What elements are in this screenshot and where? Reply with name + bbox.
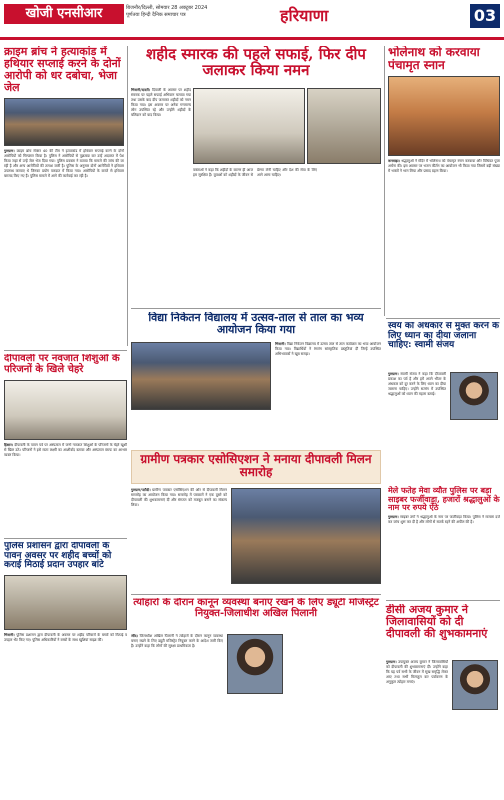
headline-police: पुलिस प्रशासन द्वारा दीपावली के पावन अवसर पर शहीद बच्चों को कराई मिठाई प्रदान उपहार बांटे [4, 542, 112, 571]
headline-diwali-kids: दीपावली पर नवजात शिशुओं के परिजनों के खिले चेहरे [4, 354, 120, 375]
byline-bholenath: कनवाड़ा। [388, 158, 400, 163]
byline-dc: गुरुग्राम। [386, 660, 397, 664]
body-police: पुलिस प्रशासन द्वारा दीपावली के अवसर पर शहीद परिवारों के बच्चों को मिठाई व उपहार भेंट किए गए। पुलिस अधिकारियों ने बच्चों के साथ खुशियां साझा कीं। [4, 633, 127, 643]
headline-bholenath: भोलेनाथ को करवाया पंचामृत स्नान [388, 46, 480, 72]
section-divider [386, 318, 500, 319]
byline-mela: गुरुग्राम। [388, 514, 399, 519]
masthead-date: बिजनौर/दिल्ली, सोमवार 28 अक्टूबर 2024 [126, 5, 208, 11]
body-swayam: स्वामी संजय ने कहा कि दीपावली प्रकाश का पर्व है और हमें अपने भीतर के अंधकार को दूर करने के लिए ध्यान का दीया जलाना चाहिए। उन्होंने सत्संग में उपस्थित श्रद्धालुओं को ध्यान की महत्ता बताई। [388, 372, 446, 396]
photo-swami-portrait [450, 372, 498, 420]
column-divider [384, 46, 385, 316]
byline-crime: गुरुग्राम। [4, 148, 15, 153]
body-vidya: विद्या निकेतन विद्यालय में उत्सव ताल से ताल कार्यक्रम का भव्य आयोजन किया गया। विद्यार्थियों ने रंगारंग सांस्कृतिक प्रस्तुतियां दीं जिन्हें उपस्थित अभिभावकों ने खूब सराहा। [275, 342, 381, 356]
byline-vidya: भिवानी। [275, 342, 286, 346]
body-diwali-kids: दीपावली के पावन पर्व पर अस्पताल में जन्मे नवजात शिशुओं के परिजनों के चेहरे खुशी से खिल उठे। परिजनों ने इसे माता लक्ष्मी का आशीर्वाद बताया और अस्पताल स्टाफ का आभार व्यक्त किया। [4, 442, 127, 457]
banner-patrakar [131, 450, 381, 484]
headline-mela: मेले फतेह मेवा व्यौत पुलिस पर बड़ा साइबर फर्जीवाड़ा, हजारों श्रद्धालुओं के नाम पर रुपये ऐंठे [388, 486, 500, 513]
body-patrakar: ग्रामीण पत्रकार एसोसिएशन की ओर से दीपावली मिलन समारोह का आयोजन किया गया। समारोह में पत्रकारों ने एक दूसरे को दीपावली की शुभकामनाएं दीं और संगठन को मजबूत बनाने का संकल्प लिया। [131, 488, 227, 507]
photo-patrakar-gathering [231, 488, 381, 584]
photo-shaheed-memorial [193, 88, 305, 164]
section-divider [131, 308, 381, 309]
section-divider [4, 350, 127, 351]
story-shaheed [131, 46, 381, 306]
story-patrakar [131, 488, 381, 588]
section-title: हरियाणा [280, 6, 329, 25]
photo-crime-suspects [4, 98, 124, 146]
body2-crime: पुलिस के अनुसार दोनों आरोपियों ने हथियार उपलब्ध करवाए थे जिनका प्रयोग वारदात में किया गया। आरोपियों के कब्जे से हथियार बरामद किए गए हैं। पुलिस मामले में आगे की कार्रवाई कर रही है। [4, 163, 124, 178]
headline-patrakar: ग्रामीण पत्रकार एसोसिएशन ने मनाया दीपावली मिलन समारोह [140, 452, 372, 479]
headline-vidya: विद्या निकेतन विद्यालय में उत्सव-ताल से ताल का भव्य आयोजन किया गया [148, 312, 364, 336]
body-crime: क्राइम ब्रांच सेक्टर 40 की टीम ने हत्याकांड में हथियार सप्लाई करने के दोनों आरोपियों को गिरफ्तार किया है। पुलिस ने आरोपियों से पूछताछ कर उन्हें अदालत में पेश किया जहां से उन्हें जेल भेज दिया गया। पुलिस प्रवक्ता ने बताया कि मामले की जांच की जा रही है और अन्य आरोपियों की तलाश जारी है। [4, 148, 124, 168]
story-crime [4, 46, 124, 346]
story-dc [300, 604, 500, 796]
column-divider [127, 46, 128, 346]
story-mela [388, 486, 500, 596]
body-dc: उपायुक्त अजय कुमार ने जिलावासियों को दीपावली की शुभकामनाएं दीं। उन्होंने कहा कि यह पर्व सभी के जीवन में सुख समृद्धि लेकर आए तथा सभी मिलजुल कर पर्यावरण के अनुकूल त्योहार मनाएं। [386, 660, 448, 684]
section-divider [4, 538, 127, 539]
headline-shaheed: शहीद स्मारक की पहले सफाई, फिर दीप जलाकर किया नमन [146, 46, 366, 80]
headline-dc: डीसी अजय कुमार ने जिलावासियों को दी दीपावली की शुभकामनाएं [386, 604, 488, 640]
body-shaheed: दिवाली के अवसर पर शहीद स्मारक पर पहले सफाई अभियान चलाया गया तथा उसके बाद दीप जलाकर शहीदों को नमन किया गया। इस अवसर पर अनेक गणमान्य लोग उपस्थित रहे और उन्होंने शहीदों के बलिदान को याद किया। [131, 88, 191, 117]
masthead [0, 0, 504, 40]
body2-shaheed: वक्ताओं ने कहा कि शहीदों के कारण ही आज हम सुरक्षित हैं। युवाओं को शहीदों के जीवन से प्रेरणा लेनी चाहिए और देश की सेवा के लिए आगे आना चाहिए। [193, 168, 317, 177]
photo-dc-portrait [452, 660, 498, 710]
photo-vidya-event [131, 342, 271, 410]
photo-police-children [4, 575, 127, 630]
headline-crime: क्राइम ब्रांच ने हत्याकांड में हथियार सप्लाई करने के दोनों आरोपी को धर दबोचा, भेजा जेल [4, 46, 121, 94]
photo-shaheed-candle [307, 88, 381, 164]
byline-swayam: गुरुग्राम। [388, 372, 399, 376]
byline-police: भिवानी। [4, 633, 15, 638]
page-number: 03 [470, 4, 500, 28]
body-mela: साइबर ठगों ने श्रद्धालुओं के नाम पर फर्जीवाड़ा किया। पुलिस ने मामला दर्ज कर जांच शुरू कर दी है और लोगों से सतर्क रहने की अपील की है। [388, 514, 500, 524]
body-bholenath: श्रद्धालुओं ने मंदिर में भोलेनाथ को पंचामृत स्नान करवाया और विधिवत पूजा अर्चना की। इस अवसर पर भजन कीर्तन का आयोजन भी किया गया जिसमें बड़ी संख्या में भक्तों ने भाग लिया और प्रसाद ग्रहण किया। [388, 158, 500, 173]
photo-diwali-kids [4, 380, 127, 440]
byline-patrakar: गुरुग्राम/पटौदी। [131, 488, 151, 492]
section-divider [386, 600, 500, 601]
photo-dm-portrait [227, 634, 283, 694]
story-bholenath [388, 46, 500, 316]
masthead-tagline: पूर्णतया हिन्दी दैनिक समाचार पत्र [126, 12, 186, 18]
masthead-info [126, 5, 246, 19]
story-diwali-kids [4, 354, 127, 534]
byline-tyohar: जींद। [131, 634, 138, 638]
headline-swayam: स्वयं को अंधकार से मुक्त करने के लिए ध्यान का दीया जलाना चाहिए: स्वामी संजय [388, 322, 500, 351]
section-divider [131, 594, 381, 595]
newspaper-logo: खोजी एनसीआर [4, 4, 124, 24]
story-police [4, 542, 127, 796]
byline-diwali-kids: हिसार। [4, 442, 14, 447]
photo-bholenath-temple [388, 76, 500, 156]
headline-tyohar: त्योहारों के दौरान कानून व्यवस्था बनाए रखने के लिए ड्यूटी मजिस्ट्रेट नियुक्त-जिलाधीश अखिल पिलानी [133, 598, 379, 619]
body-tyohar: जिलाधीश अखिल पिलानी ने त्योहारों के दौरान कानून व्यवस्था बनाए रखने के लिए ड्यूटी मजिस्ट्रेट नियुक्त करने के आदेश जारी किए हैं। उन्होंने कहा कि लोगों की सुरक्षा प्राथमिकता है। [131, 634, 223, 648]
byline-shaheed: भिवानी/दादरी। [131, 88, 151, 92]
